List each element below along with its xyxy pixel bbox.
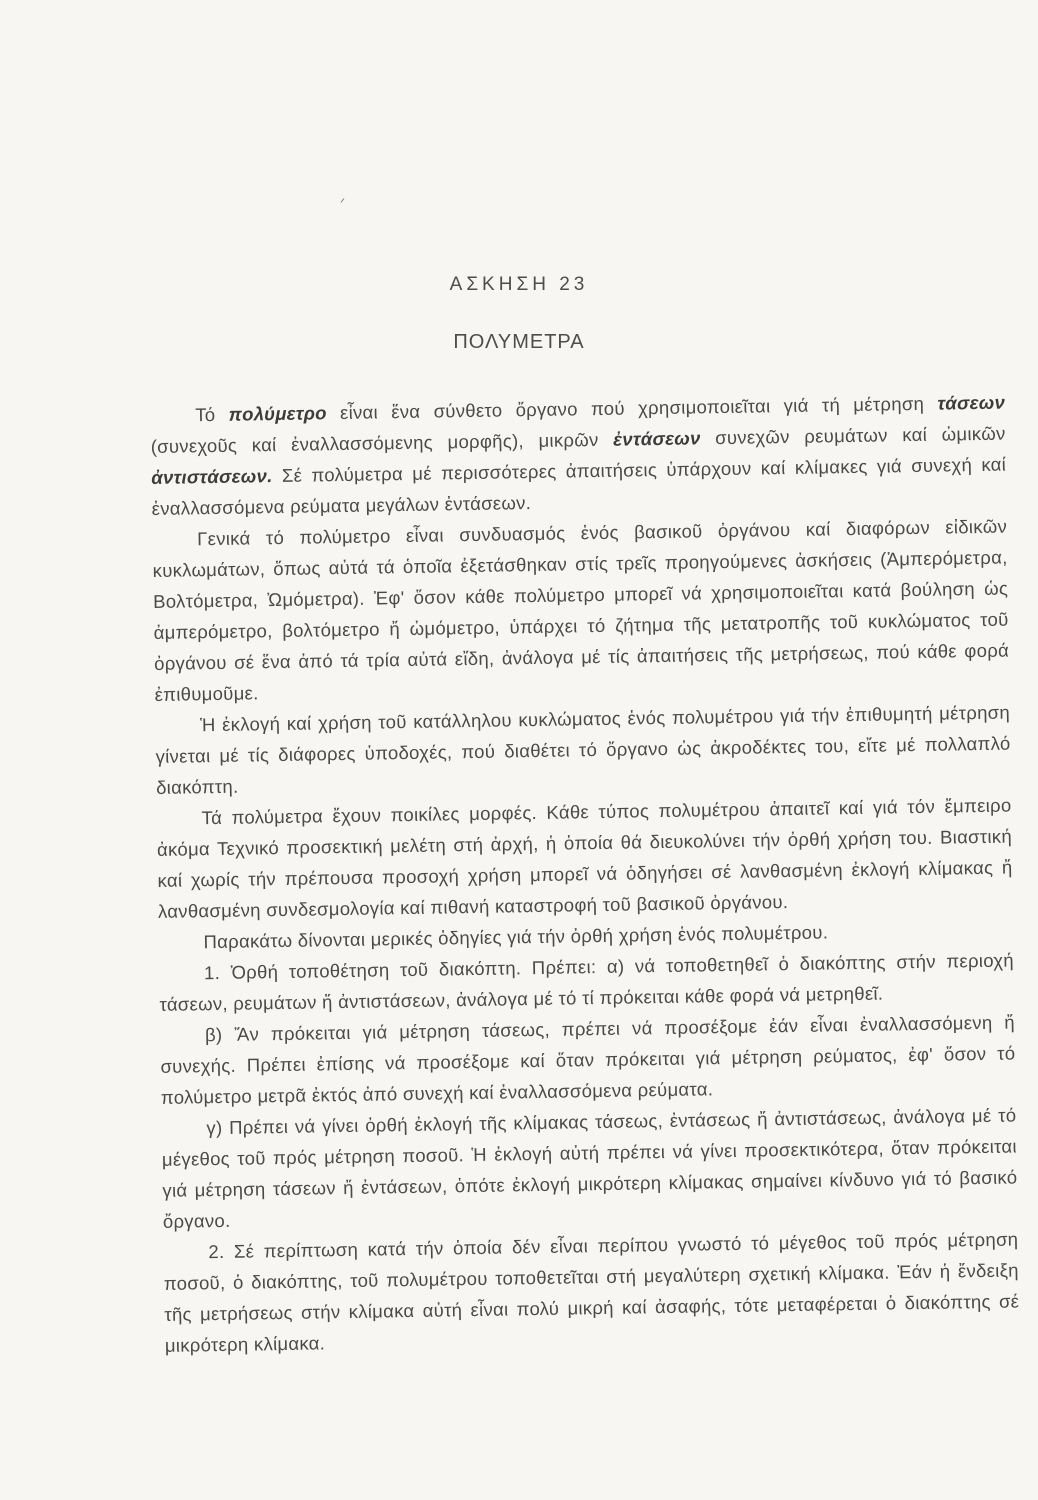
instruction-1c: γ) Πρέπει νά γίνει ὀρθή ἐκλογή τῆς κλίμακας τάσεως, ἐντάσεως ἤ ἀντιστάσεως, ἀνάλογα μέ τό μέγεθος τοῦ πρός μέτρηση ποσοῦ. Ἡ ἐκλογή αὐτή πρέπει νά γίνει προσεκτικότερα, ὅταν πρόκειται γιά μέτρηση τάσεων ἤ ἐντάσεων, ὁπότε ἐκλογή μικρότερη κλίμακας σημαίνει κίνδυνο γιά τό βασικό ὄργανο.	[161, 1104, 1018, 1232]
paragraph: Παρακάτω δίνονται μερικές ὁδηγίες γιά τήν ὀρθή χρήση ἑνός πολυμέτρου.	[203, 921, 829, 953]
term-currents: ἐντάσεων	[612, 427, 701, 450]
term-voltages: τάσεων	[937, 391, 1006, 414]
paragraph: Γενικά τό πολύμετρο εἶναι συνδυασμός ἑνός βασικοῦ ὀργάνου καί διαφόρων εἰδικῶν κυκλωμάτων, ὅπως αὐτά τά ὁποῖα ἐξετάσθηκαν στίς τρεῖς προηγούμενες ἀσκήσεις (Ἀμπερόμετρα, Βολτόμετρα, Ὠμόμετρα). Ἐφ' ὅσον κάθε πολύμετρο μπορεῖ νά χρησιμοποιεῖται κατά βούληση ὡς ἀμπερόμετρο, βολτόμετρο ἤ ὠμόμετρο, ὑπάρχει τό ζήτημα τῆς μετατροπῆς τοῦ κυκλώματος τοῦ ὀργάνου σέ ἕνα ἀπό τά τρία αὐτά εἴδη, ἀνάλογα μέ τίς ἀπαιτήσεις τῆς μετρήσεως, πού κάθε φορά ἐπιθυμοῦμε.	[152, 515, 1010, 705]
exercise-title: ΑΣΚΗΣΗ 23	[449, 274, 589, 295]
intro-text-2: εἶναι ἕνα σύνθετο ὄργανο πού χρησιμοποιεῖται γιά τή μέτρηση	[326, 392, 938, 424]
body-text	[150, 387, 1020, 1361]
paragraph-intro	[150, 387, 1007, 524]
intro-text-3: (συνεχοῦς καί ἐναλλασσόμενης μορφῆς), μικρῶν	[150, 428, 614, 457]
intro-text-5: Σέ πολύμετρα μέ περισσότερες ἀπαιτήσεις ὑπάρχουν καί κλίμακες γιά συνεχή καί ἐναλλασσόμενα ρεύματα μεγάλων ἐντάσεων.	[151, 453, 1007, 519]
instruction-2: 2. Σέ περίπτωση κατά τήν ὁποία δέν εἶναι περίπου γνωστό τό μέγεθος τοῦ πρός μέτρηση ποσοῦ, ὁ διακόπτης, τοῦ πολυμέτρου τοποθετεῖται στή μεγαλύτερη σχετική κλίμακα. Ἐάν ἡ ἔνδειξη τῆς μετρήσεως στήν κλίμακα αὐτή εἶναι πολύ μικρή καί ἀσαφής, τότε μεταφέρεται ὁ διακόπτης σέ μικρότερη κλίμακα.	[163, 1228, 1020, 1356]
term-resistances: ἀντιστάσεων.	[151, 465, 273, 488]
page-mark: ᐟ	[340, 196, 346, 210]
chapter-title: ΠΟΛΥΜΕΤΡΑ	[453, 331, 585, 353]
term-multimeter: πολύμετρο	[228, 402, 327, 425]
instruction-1: 1. Ὀρθή τοποθέτηση τοῦ διακόπτη. Πρέπει: α) νά τοποθετηθεῖ ὁ διακόπτης στήν περιοχή τάσεων, ρευμάτων ἤ ἀντιστάσεων, ἀνάλογα μέ τό τί πρόκειται κάθε φορά νά μετρηθεῖ.	[159, 949, 1015, 1015]
intro-text-1: Τό	[195, 403, 229, 426]
instruction-1b: β) Ἄν πρόκειται γιά μέτρηση τάσεως, πρέπει νά προσέξομε ἐάν εἶναι ἐναλλασσόμενη ἤ συνεχής. Πρέπει ἐπίσης νά προσέξομε καί ὅταν πρόκειται γιά μέτρηση ρεύματος, ἐφ' ὅσον τό πολύμετρο μετρᾶ ἐκτός ἀπό συνεχή καί ἐναλλασσόμενα ρεύματα.	[160, 1011, 1016, 1108]
paragraph: Τά πολύμετρα ἔχουν ποικίλες μορφές. Κάθε τύπος πολυμέτρου ἀπαιτεῖ καί γιά τόν ἔμπειρο ἀκόμα Τεχνικό προσεκτική μελέτη στή ἀρχή, ἡ ὁποία θά διευκολύνει τήν ὀρθή χρήση του. Βιαστική καί χωρίς τήν πρέπουσα προσοχή χρήση μπορεῖ νά ὁδηγήσει σέ λανθασμένη ἐκλογή κλίμακας ἤ λανθασμένη συνδεσμολογία καί πιθανή καταστροφή τοῦ βασικοῦ ὀργάνου.	[156, 794, 1013, 922]
paragraph: Ἡ ἐκλογή καί χρήση τοῦ κατάλληλου κυκλώματος ἑνός πολυμέτρου γιά τήν ἐπιθυμητή μέτρηση γίνεται μέ τίς διάφορες ὑποδοχές, πού διαθέτει τό ὄργανο ὡς ἀκροδέκτες του, εἴτε μέ πολλαπλό διακόπτη.	[155, 701, 1011, 798]
intro-text-4: συνεχῶν ρευμάτων καί ὠμικῶν	[700, 422, 1006, 449]
